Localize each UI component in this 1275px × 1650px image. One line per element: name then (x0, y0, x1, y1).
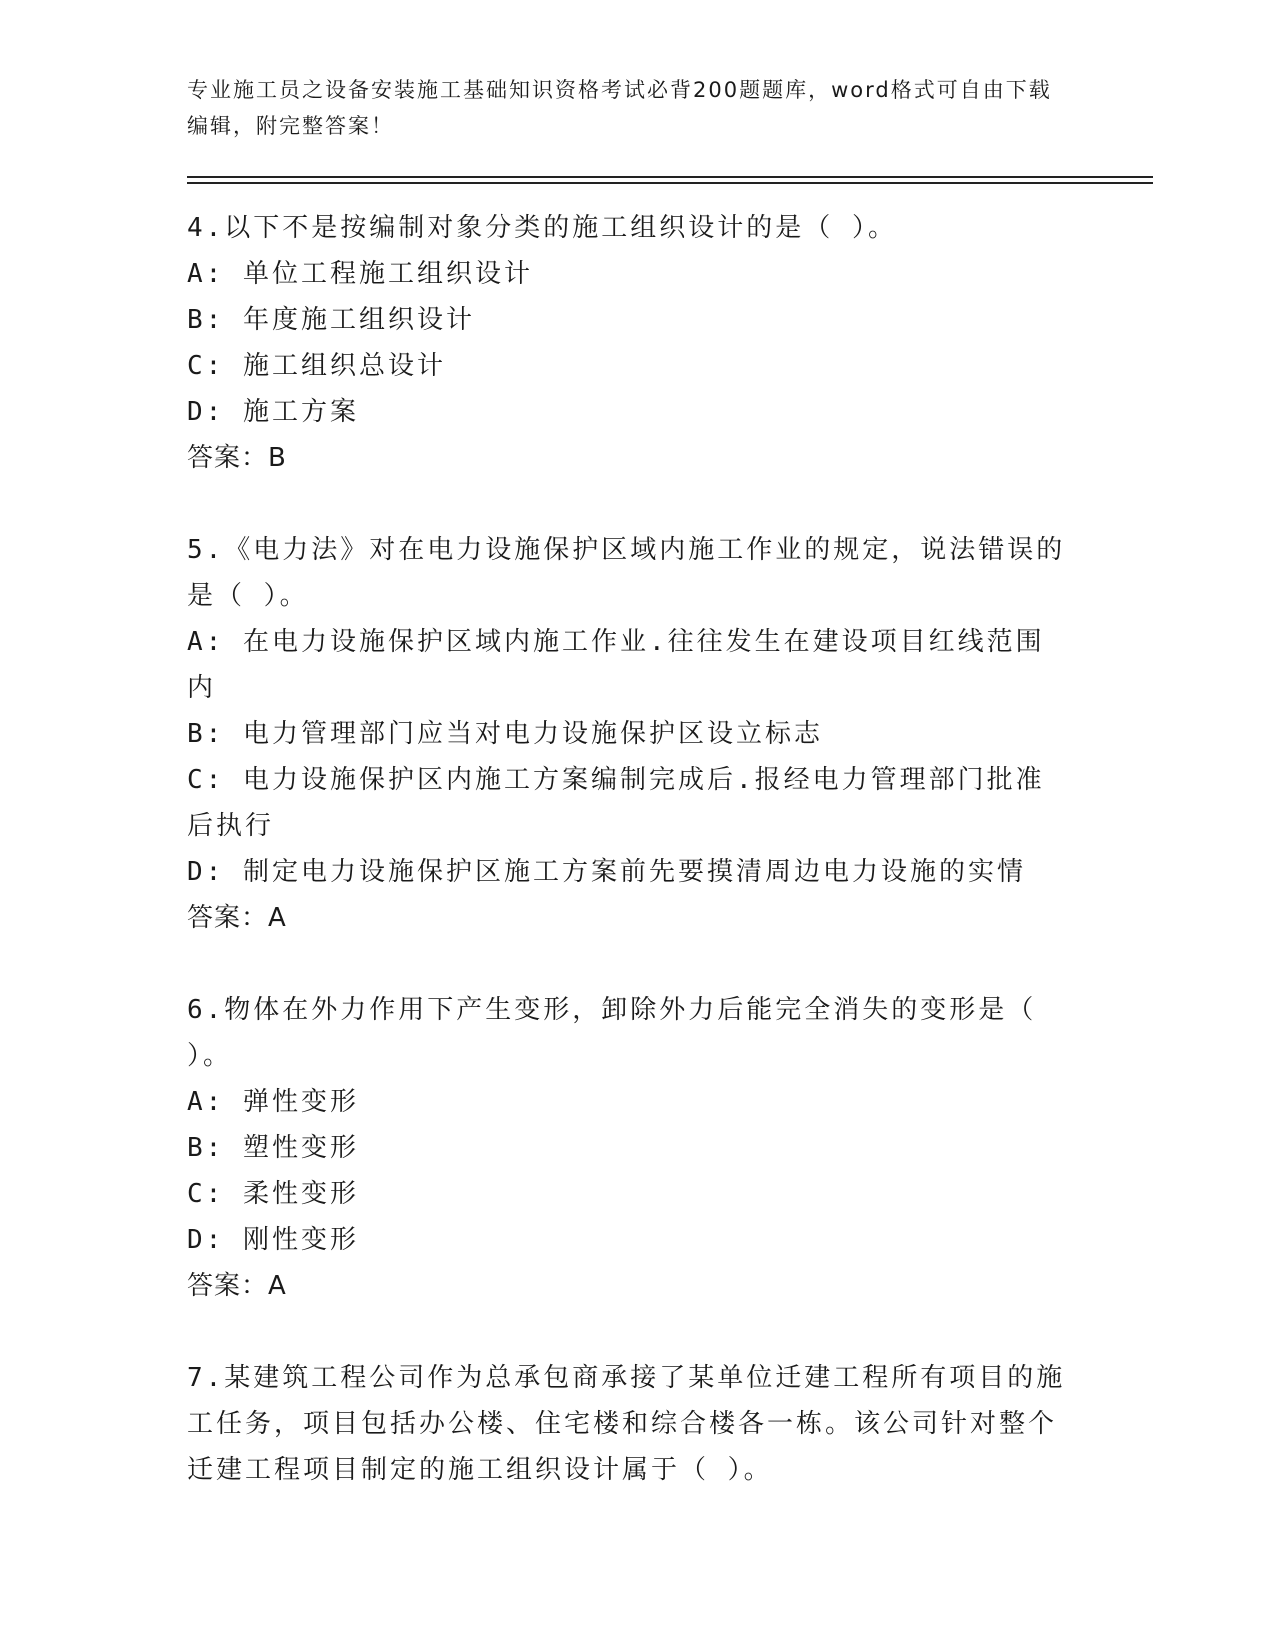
question-stem: 7.某建筑工程公司作为总承包商承接了某单位迁建工程所有项目的施工任务，项目包括办公楼、住宅楼和综合楼各一栋。该公司针对整个迁建工程项目制定的施工组织设计属于（ ）。 (187, 1363, 1066, 1485)
document-header: 专业施工员之设备安装施工基础知识资格考试必背200题题库，word格式可自由下载编辑，附完整答案！ (187, 78, 1052, 138)
question-list (187, 205, 1067, 1539)
option-d: D: 刚性变形 (187, 1225, 359, 1255)
header-rule-bottom (187, 182, 1153, 184)
option-a: A: 单位工程施工组织设计 (187, 259, 533, 289)
option-a: A: 弹性变形 (187, 1087, 359, 1117)
question-7 (187, 1355, 1067, 1493)
option-c: C: 柔性变形 (187, 1179, 359, 1209)
question-6 (187, 987, 1067, 1309)
option-c: C: 施工组织总设计 (187, 351, 446, 381)
option-b: B: 电力管理部门应当对电力设施保护区设立标志 (187, 719, 823, 749)
question-stem: 4.以下不是按编制对象分类的施工组织设计的是（ ）。 (187, 213, 897, 243)
question-stem: 5.《电力法》对在电力设施保护区域内施工作业的规定，说法错误的是（ ）。 (187, 535, 1066, 611)
answer: 答案：A (187, 1271, 287, 1301)
answer: 答案：B (187, 443, 287, 473)
option-d: D: 施工方案 (187, 397, 359, 427)
option-d: D: 制定电力设施保护区施工方案前先要摸清周边电力设施的实情 (187, 857, 1026, 887)
option-b: B: 塑性变形 (187, 1133, 359, 1163)
option-a: A: 在电力设施保护区域内施工作业.往往发生在建设项目红线范围内 (187, 627, 1045, 703)
question-4 (187, 205, 1067, 481)
header-rule-top (187, 176, 1153, 178)
option-c: C: 电力设施保护区内施工方案编制完成后.报经电力管理部门批准后执行 (187, 765, 1045, 841)
answer: 答案：A (187, 903, 287, 933)
question-5 (187, 527, 1067, 941)
question-stem: 6.物体在外力作用下产生变形，卸除外力后能完全消失的变形是（ ）。 (187, 995, 1037, 1071)
option-b: B: 年度施工组织设计 (187, 305, 475, 335)
